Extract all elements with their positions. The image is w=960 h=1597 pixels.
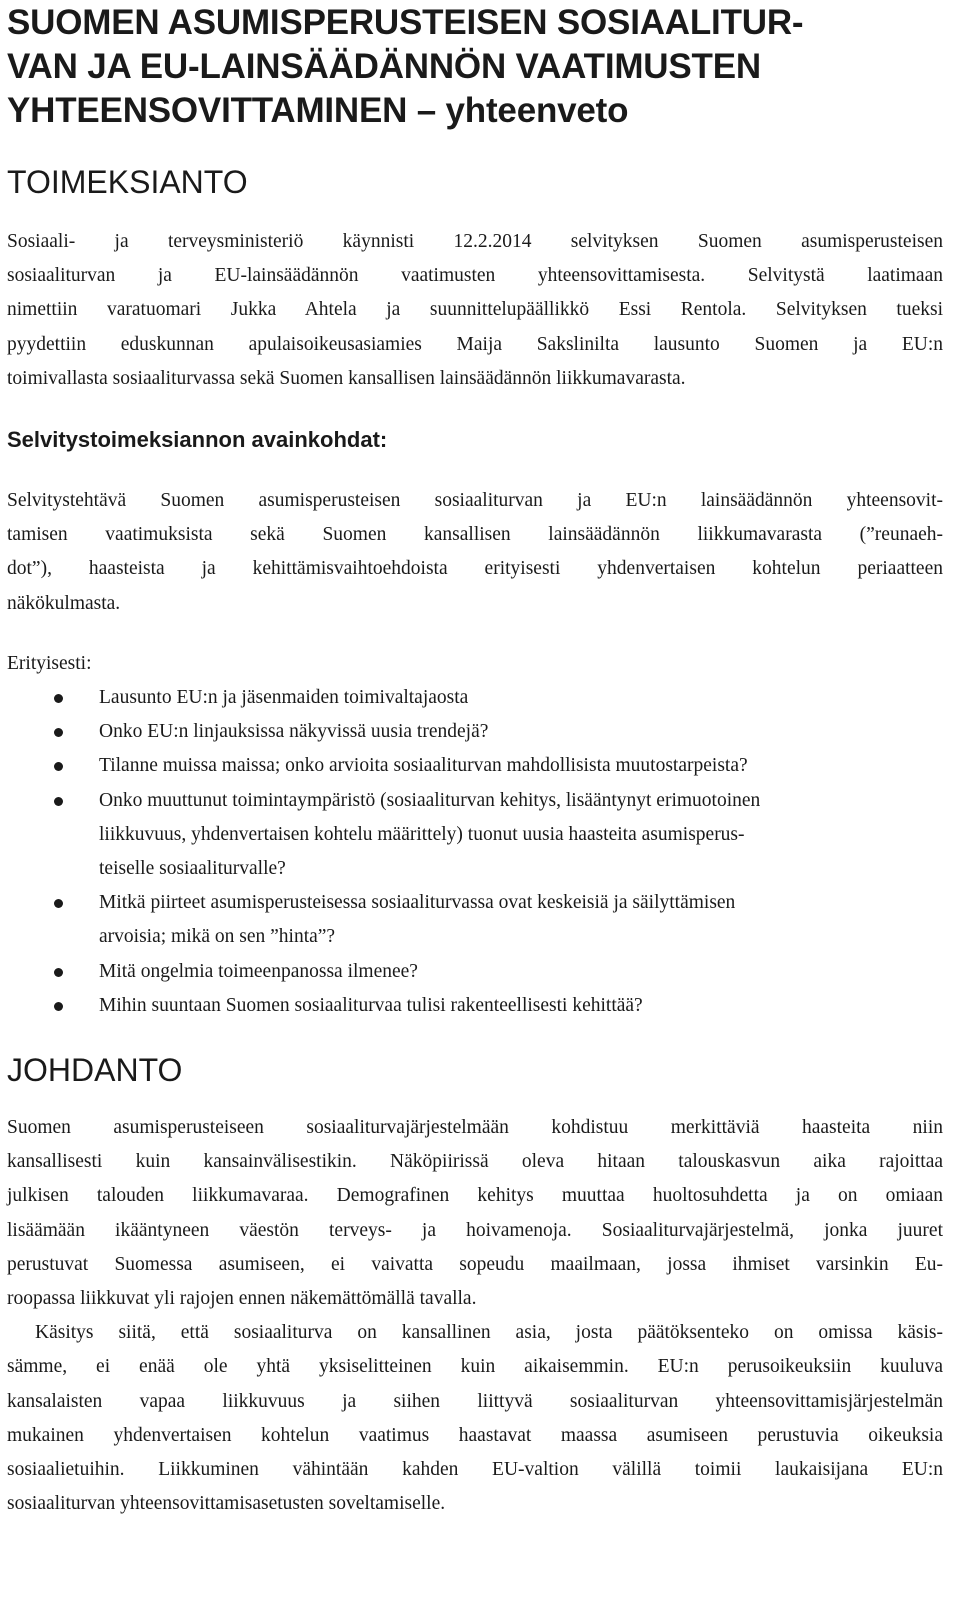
list-item-text: Tilanne muissa maissa; onko arvioita sosiaaliturvan mahdollisista muutostarpeista? [99, 755, 748, 777]
bullet-icon [54, 762, 63, 771]
title-line: SUOMEN ASUMISPERUSTEISEN SOSIAALITUR- [7, 3, 804, 42]
list-item [7, 715, 943, 749]
title-line: VAN JA EU-LAINSÄÄDÄNNÖN VAATIMUSTEN [7, 47, 761, 86]
bullet-icon [54, 797, 63, 806]
text-line: roopassa liikkuvat yli rajojen ennen näkemättömällä tavalla. [7, 1288, 477, 1310]
text-line: sosiaaliturvan yhteensovittamisasetusten soveltamiselle. [7, 1493, 446, 1515]
list-item-text: arvoisia; mikä on sen ”hinta”? [99, 926, 336, 948]
text-line: sämme, ei enää ole yhtä yksiselitteinen kuin aikaisemmin. EU:n perusoikeuksiin kuuluva [7, 1356, 943, 1378]
list-item [7, 749, 943, 783]
list-item [7, 784, 943, 887]
text-line: toimivallasta sosiaaliturvassa sekä Suomen kansallisen lainsäädännön liikkumavarasta. [7, 367, 686, 389]
text-line: julkisen talouden liikkumavaraa. Demografinen kehitys muuttaa huoltosuhdetta ja on omiaan [7, 1185, 943, 1207]
text-line: sosiaalietuihin. Liikkuminen vähintään kahden EU-valtion välillä toimii laukaisijana EU:n [7, 1459, 943, 1481]
list-item-text: liikkuvuus, yhdenvertaisen kohtelu määrittely) tuonut uusia haasteita asumisperus- [99, 823, 745, 845]
document-title [7, 1, 943, 133]
avainkohdat-paragraph [7, 484, 943, 621]
text-line: näkökulmasta. [7, 592, 121, 614]
text-line: Selvitystehtävä Suomen asumisperusteisen sosiaaliturvan ja EU:n lainsäädännön yhteensovit- [7, 490, 943, 512]
johdanto-paragraph-1 [7, 1111, 943, 1316]
list-item [7, 681, 943, 715]
text-line: Käsitys siitä, että sosiaaliturva on kansallinen asia, josta päätöksenteko on omissa käsis- [35, 1322, 943, 1344]
text-line: sosiaaliturvan ja EU-lainsäädännön vaatimusten yhteensovittamisesta. Selvitystä laatimaan [7, 265, 943, 287]
bullet-icon [54, 694, 63, 703]
bullet-icon [54, 899, 63, 908]
bullet-icon [54, 728, 63, 737]
text-line: kansalaisten vapaa liikkuvuus ja siihen liittyvä sosiaaliturvan yhteensovittamisjärjestelmän [7, 1390, 943, 1412]
text-line: mukainen yhdenvertaisen kohtelun vaatimus haastavat maassa asumiseen perustuvia oikeuksia [7, 1424, 943, 1446]
text-line: tamisen vaatimuksista sekä Suomen kansallisen lainsäädännön liikkumavarasta (”reunaeh- [7, 524, 943, 546]
text-line: pyydettiin eduskunnan apulaisoikeusasiamies Maija Sakslinilta lausunto Suomen ja EU:n [7, 333, 943, 355]
bullet-icon [54, 1002, 63, 1011]
list-item-text: teiselle sosiaaliturvalle? [99, 858, 286, 880]
section-heading-avainkohdat: Selvitystoimeksiannon avainkohdat: [7, 427, 388, 453]
key-points-list [7, 681, 943, 1023]
list-item-text: Mitkä piirteet asumisperusteisessa sosiaaliturvassa ovat keskeisiä ja säilyttämisen [99, 892, 736, 914]
list-item-text: Onko muuttunut toimintaympäristö (sosiaaliturvan kehitys, lisääntynyt erimuotoinen [99, 789, 761, 811]
johdanto-paragraph-2 [7, 1316, 943, 1521]
text-line: perustuvat Suomessa asumiseen, ei vaivatta sopeudu maailmaan, jossa ihmiset varsinkin Eu- [7, 1253, 943, 1275]
title-line: YHTEENSOVITTAMINEN – yhteenveto [7, 91, 629, 130]
text-line: dot”), haasteista ja kehittämisvaihtoehdoista erityisesti yhdenvertaisen kohtelun periaatteen [7, 558, 943, 580]
list-item [7, 886, 943, 954]
document-page [7, 0, 943, 1522]
text-line: lisäämään ikääntyneen väestön terveys- ja hoivamenoja. Sosiaaliturvajärjestelmä, jonka juuret [7, 1219, 943, 1241]
text-line: kansallisesti kuin kansainvälisestikin. Näköpiirissä oleva hitaan talouskasvun aika rajoittaa [7, 1151, 943, 1173]
text-line: Sosiaali- ja terveysministeriö käynnisti 12.2.2014 selvityksen Suomen asumisperusteisen [7, 231, 943, 252]
text-line: Suomen asumisperusteiseen sosiaaliturvajärjestelmään kohdistuu merkittäviä haasteita niin [7, 1117, 943, 1139]
list-item-text: Onko EU:n linjauksissa näkyvissä uusia trendejä? [99, 721, 489, 743]
list-item [7, 955, 943, 989]
section-heading-toimeksianto: TOIMEKSIANTO [7, 164, 248, 200]
text-line: nimettiin varatuomari Jukka Ahtela ja suunnittelupäällikkö Essi Rentola. Selvityksen tueksi [7, 299, 943, 321]
toimeksianto-paragraph [7, 225, 943, 396]
bullet-icon [54, 968, 63, 977]
erityisesti-lead: Erityisesti: [7, 652, 92, 674]
section-heading-johdanto: JOHDANTO [7, 1052, 183, 1089]
list-item [7, 989, 943, 1023]
list-item-text: Mitä ongelmia toimeenpanossa ilmenee? [99, 960, 418, 982]
list-item-text: Mihin suuntaan Suomen sosiaaliturvaa tulisi rakenteellisesti kehittää? [99, 994, 643, 1016]
list-item-text: Lausunto EU:n ja jäsenmaiden toimivaltajaosta [99, 687, 469, 709]
